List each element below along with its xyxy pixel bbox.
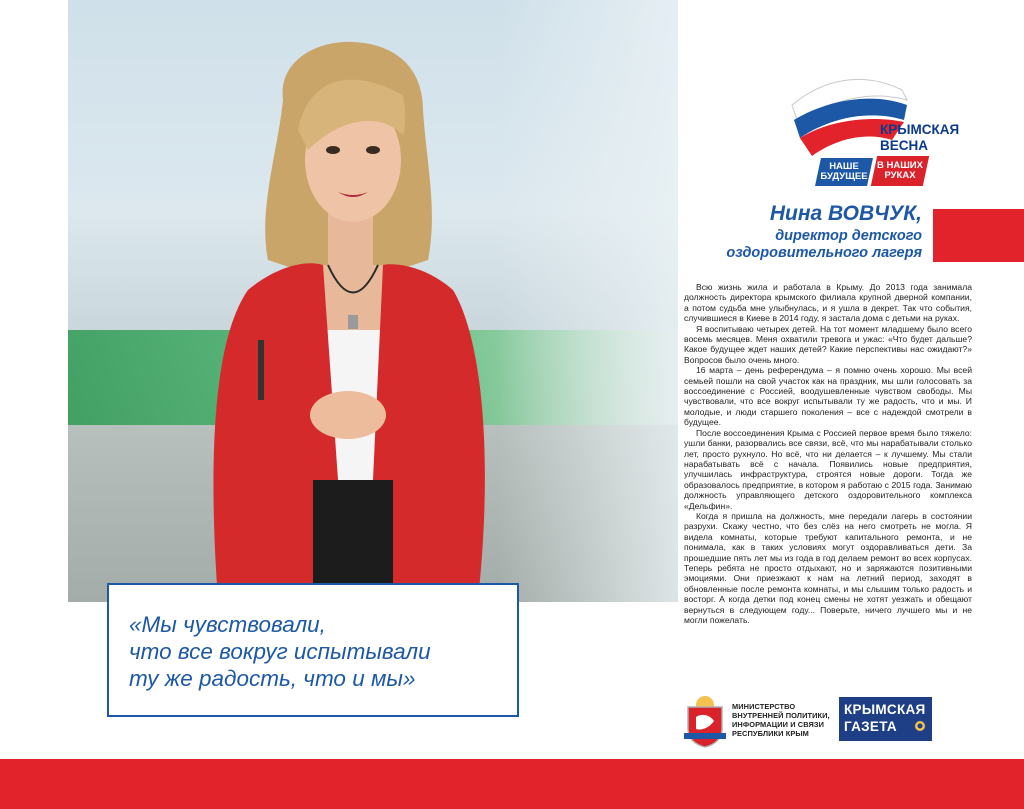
logo-title — [880, 122, 959, 154]
article-paragraph: Когда я пришла на должность, мне передали лагерь в состоянии разрухи. Скажу честно, что без слёз на него смотреть не могла. Я видела комнаты, которые требуют капитального ремонта, и не понимала, как в таких условиях могут оздоравливаться дети. За прошедшие пять лет мы из года в год делаем ремонт во всех корпусах. Теперь ребята не просто отдыхают, но и заряжаются позитивными эмоциями. Они приезжают к нам на летний период, заходят в обновленные после ремонта комнаты, и мы слышим только радость и восторг. А когда детки под конец смены не хотят уезжать и обещают вернуться в следующем году... Поверьте, ничего лучшего мы и не могли пожелать. — [684, 510, 972, 625]
article-paragraph: Всю жизнь жила и работала в Крыму. До 2013 года занимала должность директора крымского филиала крупной дверной компании, а потом судьба мне улыбнулась, и я ушла в декрет. Так что события, случившиеся в Киеве в 2014 году, я застала дома с детьми на руках. — [684, 282, 972, 324]
logo-badge — [818, 158, 924, 186]
article-paragraph: 16 марта – день референдума – я помню очень хорошо. Мы всей семьей пошли на свой участок как на праздник, мы шли голосовать за воссоединение с Россией, воодушевленные чувством свободы. Мы чувствовали, что все вокруг испытывали ту же радость, что и мы. И молодые, и люди старшего поколения – все с надеждой смотрели в будущее. — [684, 365, 972, 428]
gazeta-emblem-icon — [914, 720, 926, 732]
bottom-red-bar — [0, 759, 1024, 809]
background-blur — [498, 0, 678, 602]
header-red-block — [933, 209, 1024, 262]
logo-badge-right-text: В НАШИХ РУКАХ — [877, 160, 923, 181]
article-paragraph: После воссоединения Крыма с Россией первое время было тяжело: ушли банки, разорвались все связи, всё, что мы нарабатывали столько лет, просто рухнуло. Но всё, что ни делается – к лучшему. Мы стали нарабатывать всё с начала. Появились новые предприятия, улучшилась инфраструктура, строятся новые дороги. Тогда же образовалось предприятие, в котором я работаю с 2015 года. Занимаю должность управляющего детского оздоровительного комплекса «Дельфин». — [684, 427, 972, 511]
logo-badge-left-text: НАШЕ БУДУЩЕЕ — [820, 161, 868, 182]
person-name: Нина ВОВЧУК, — [769, 202, 922, 225]
quote-text: «Мы чувствовали, что все вокруг испытывали ту же радость, что и мы» — [129, 612, 431, 691]
woman-figure — [198, 40, 498, 602]
ministry-label: МИНИСТЕРСТВО ВНУТРЕННЕЙ ПОЛИТИКИ, ИНФОРМАЦИИ И СВЯЗИ РЕСПУБЛИКИ КРЫМ — [732, 702, 830, 738]
crimea-emblem-icon — [678, 693, 732, 749]
gazeta-line1: КРЫМСКАЯ — [844, 702, 926, 717]
article-body — [684, 282, 972, 625]
quote-box — [107, 583, 519, 717]
logo-title-line2: ВЕСНА — [880, 138, 929, 153]
gazeta-line2: ГАЗЕТА — [844, 719, 897, 734]
logo-title-line1: КРЫМСКАЯ — [880, 122, 960, 137]
portrait-photo — [68, 0, 678, 602]
article-paragraph: Я воспитываю четырех детей. На тот момент младшему было всего восемь месяцев. Меня охватили тревога и ужас: «Что будет дальше? Какое будущее ждет наших детей? Какие перспективы нас ожидают?» Вопросов было очень много. — [684, 323, 972, 365]
person-title: директор детского оздоровительного лагеря — [726, 228, 922, 261]
krymskaya-gazeta-logo — [839, 697, 932, 741]
